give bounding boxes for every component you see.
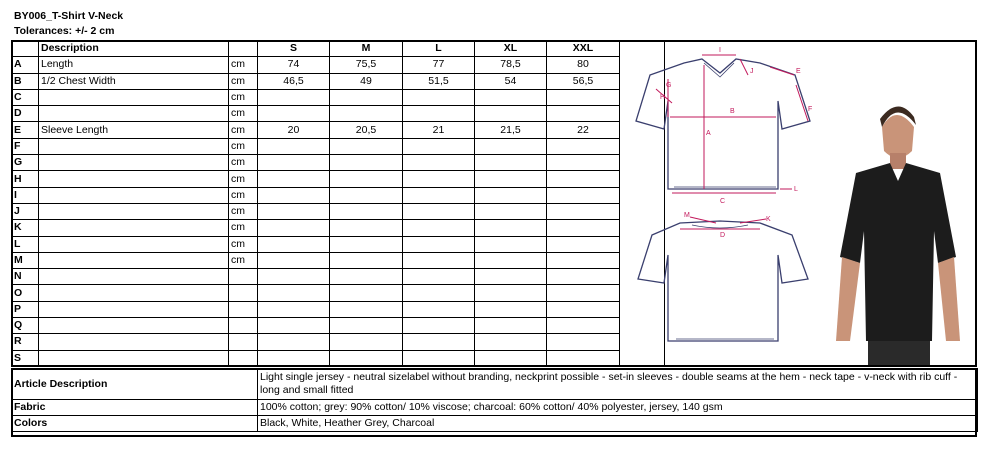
tolerances-note: Tolerances: +/- 2 cm — [14, 25, 115, 37]
measure-value — [475, 301, 547, 317]
description-header: Description — [39, 41, 229, 57]
table-row — [12, 236, 665, 252]
measure-value — [258, 89, 330, 105]
measure-code: R — [12, 334, 39, 350]
measure-unit: cm — [229, 187, 258, 203]
measure-value — [403, 106, 475, 122]
measure-description — [39, 220, 229, 236]
size-header: XL — [475, 41, 547, 57]
measure-code: O — [12, 285, 39, 301]
size-table — [11, 40, 665, 367]
measure-value — [475, 89, 547, 105]
measure-value — [403, 252, 475, 268]
measure-point-label: I — [719, 47, 721, 54]
measure-description — [39, 89, 229, 105]
measure-value — [403, 236, 475, 252]
illustration-panel — [620, 41, 976, 365]
measure-value — [330, 203, 403, 219]
measure-value — [403, 187, 475, 203]
measure-value — [547, 269, 620, 285]
fabric-row — [12, 400, 978, 416]
measure-value — [330, 220, 403, 236]
back-technical-drawing — [638, 221, 808, 341]
measure-code: E — [12, 122, 39, 138]
measure-value — [403, 350, 475, 366]
measure-point-label: C — [720, 198, 726, 205]
measure-point-label: H — [660, 94, 666, 101]
measure-description — [39, 350, 229, 366]
measure-value — [330, 285, 403, 301]
measure-value: 75,5 — [330, 57, 403, 73]
measure-code: P — [12, 301, 39, 317]
measure-value — [258, 285, 330, 301]
measure-value — [330, 252, 403, 268]
measure-value — [475, 236, 547, 252]
measure-value — [258, 203, 330, 219]
measure-value: 51,5 — [403, 73, 475, 89]
measure-unit: cm — [229, 73, 258, 89]
measure-description — [39, 252, 229, 268]
colors-row — [12, 416, 978, 432]
measure-value — [475, 252, 547, 268]
measure-value — [547, 187, 620, 203]
measure-value — [475, 171, 547, 187]
measure-value: 21,5 — [475, 122, 547, 138]
measure-code: F — [12, 138, 39, 154]
measure-value — [403, 334, 475, 350]
measure-value — [330, 334, 403, 350]
table-row — [12, 106, 665, 122]
fabric-label: Fabric — [12, 400, 258, 416]
measure-value — [258, 106, 330, 122]
measure-value — [403, 269, 475, 285]
measure-value — [258, 155, 330, 171]
measure-description — [39, 138, 229, 154]
measure-point-label: D — [720, 232, 726, 239]
measure-value — [547, 171, 620, 187]
measure-value — [258, 138, 330, 154]
measure-value — [258, 350, 330, 366]
measure-value — [547, 301, 620, 317]
measure-point-label: K — [766, 216, 771, 223]
measure-unit: cm — [229, 171, 258, 187]
measure-value — [403, 203, 475, 219]
measure-value — [475, 285, 547, 301]
measure-value — [547, 220, 620, 236]
measure-unit: cm — [229, 252, 258, 268]
measure-value — [403, 318, 475, 334]
measure-code: B — [12, 73, 39, 89]
measure-unit: cm — [229, 220, 258, 236]
measure-unit — [229, 334, 258, 350]
measure-value: 20,5 — [330, 122, 403, 138]
measure-point-label: J — [750, 68, 754, 75]
table-row — [12, 252, 665, 268]
measure-value — [403, 138, 475, 154]
measure-value: 46,5 — [258, 73, 330, 89]
model-photo — [836, 106, 960, 365]
measure-point-label: A — [706, 130, 711, 137]
measure-value — [547, 334, 620, 350]
measure-code: K — [12, 220, 39, 236]
measure-description — [39, 285, 229, 301]
measure-unit: cm — [229, 203, 258, 219]
measure-value — [547, 285, 620, 301]
measure-value — [258, 220, 330, 236]
measure-description — [39, 171, 229, 187]
measure-point-label: M — [684, 212, 690, 219]
measure-description: Sleeve Length — [39, 122, 229, 138]
measure-value — [330, 155, 403, 171]
measure-description — [39, 106, 229, 122]
measure-code: S — [12, 350, 39, 366]
measure-description — [39, 334, 229, 350]
measure-point-label: E — [796, 68, 801, 75]
measure-unit — [229, 269, 258, 285]
table-row — [12, 171, 665, 187]
measure-value — [547, 155, 620, 171]
measure-lines — [656, 55, 808, 193]
colors-text: Black, White, Heather Grey, Charcoal — [258, 416, 978, 432]
measure-value — [547, 106, 620, 122]
measure-unit — [229, 318, 258, 334]
measure-code: L — [12, 236, 39, 252]
code-header — [12, 41, 39, 57]
table-row — [12, 334, 665, 350]
size-header: S — [258, 41, 330, 57]
measure-value — [475, 187, 547, 203]
table-row — [12, 57, 665, 73]
measure-unit: cm — [229, 236, 258, 252]
measure-value — [403, 220, 475, 236]
measure-value — [330, 236, 403, 252]
article-description-text: Light single jersey - neutral sizelabel without branding, neckprint possible - set-in sleeves - double seams at the hem - neck tape - v-neck with rib cuff - long and small fitted — [258, 369, 978, 400]
measure-value — [258, 252, 330, 268]
back-measure-labels — [684, 212, 771, 239]
measure-value: 74 — [258, 57, 330, 73]
measure-value — [330, 301, 403, 317]
measure-code: N — [12, 269, 39, 285]
measure-value — [475, 350, 547, 366]
table-row — [12, 318, 665, 334]
measure-code: D — [12, 106, 39, 122]
size-header: L — [403, 41, 475, 57]
measure-code: M — [12, 252, 39, 268]
measure-value — [330, 106, 403, 122]
article-description-label: Article Description — [12, 369, 258, 400]
measure-point-label: F — [808, 106, 813, 113]
measure-description — [39, 236, 229, 252]
measure-value — [547, 138, 620, 154]
measure-value — [475, 203, 547, 219]
measure-value — [547, 318, 620, 334]
measure-value — [330, 89, 403, 105]
measure-unit — [229, 350, 258, 366]
table-row — [12, 220, 665, 236]
measure-value — [475, 155, 547, 171]
measure-code: H — [12, 171, 39, 187]
measure-value — [258, 236, 330, 252]
table-row — [12, 269, 665, 285]
unit-header — [229, 41, 258, 57]
measure-description: Length — [39, 57, 229, 73]
measure-description — [39, 187, 229, 203]
measure-value — [258, 187, 330, 203]
measure-unit: cm — [229, 155, 258, 171]
measure-value — [330, 269, 403, 285]
measure-value — [330, 318, 403, 334]
measure-value — [475, 138, 547, 154]
measure-value — [258, 269, 330, 285]
measure-code: C — [12, 89, 39, 105]
table-row — [12, 203, 665, 219]
front-technical-drawing — [636, 59, 813, 189]
measure-unit: cm — [229, 89, 258, 105]
measure-description — [39, 203, 229, 219]
measure-description — [39, 301, 229, 317]
measure-value: 22 — [547, 122, 620, 138]
measure-value — [547, 203, 620, 219]
info-table — [11, 368, 978, 432]
measure-value: 21 — [403, 122, 475, 138]
measure-code: G — [12, 155, 39, 171]
measure-unit: cm — [229, 106, 258, 122]
measure-description — [39, 318, 229, 334]
measure-value — [403, 155, 475, 171]
measure-description: 1/2 Chest Width — [39, 73, 229, 89]
measure-value — [330, 187, 403, 203]
measure-value: 80 — [547, 57, 620, 73]
measure-point-label: L — [794, 186, 798, 193]
measure-unit: cm — [229, 57, 258, 73]
fabric-text: 100% cotton; grey: 90% cotton/ 10% viscose; charcoal: 60% cotton/ 40% polyester, jersey, 140 gsm — [258, 400, 978, 416]
size-header: M — [330, 41, 403, 57]
measure-value — [547, 236, 620, 252]
measure-value: 78,5 — [475, 57, 547, 73]
measure-value: 54 — [475, 73, 547, 89]
measure-value — [475, 269, 547, 285]
garment-diagram — [620, 41, 976, 365]
table-row — [12, 301, 665, 317]
measure-value — [403, 285, 475, 301]
colors-label: Colors — [12, 416, 258, 432]
measure-value — [475, 106, 547, 122]
measure-value — [258, 301, 330, 317]
measure-description — [39, 155, 229, 171]
measure-value — [403, 301, 475, 317]
table-row — [12, 350, 665, 366]
measure-unit — [229, 285, 258, 301]
measure-unit: cm — [229, 122, 258, 138]
measure-value — [547, 350, 620, 366]
measure-value — [547, 252, 620, 268]
measure-value — [475, 334, 547, 350]
article-description-row — [12, 369, 978, 400]
table-row — [12, 122, 665, 138]
measure-value — [258, 334, 330, 350]
measure-value — [547, 89, 620, 105]
measure-unit — [229, 301, 258, 317]
measure-description — [39, 269, 229, 285]
table-row — [12, 73, 665, 89]
measure-value: 49 — [330, 73, 403, 89]
measure-code: J — [12, 203, 39, 219]
table-row — [12, 89, 665, 105]
measure-value — [330, 171, 403, 187]
table-row — [12, 187, 665, 203]
front-measure-labels — [660, 47, 812, 205]
document-title: BY006_T-Shirt V-Neck — [14, 10, 124, 22]
measure-value — [475, 318, 547, 334]
measure-code: A — [12, 57, 39, 73]
measure-unit: cm — [229, 138, 258, 154]
measure-value — [330, 138, 403, 154]
table-row — [12, 138, 665, 154]
measure-value: 56,5 — [547, 73, 620, 89]
measure-value — [475, 220, 547, 236]
size-header: XXL — [547, 41, 620, 57]
measure-value — [258, 318, 330, 334]
measure-value — [403, 89, 475, 105]
measure-value — [403, 171, 475, 187]
measure-point-label: G — [666, 82, 672, 89]
measure-value: 20 — [258, 122, 330, 138]
table-row — [12, 285, 665, 301]
table-row — [12, 155, 665, 171]
measure-code: Q — [12, 318, 39, 334]
measure-code: I — [12, 187, 39, 203]
measure-value — [330, 350, 403, 366]
size-header-row — [12, 41, 665, 57]
measure-point-label: B — [730, 108, 735, 115]
measure-value: 77 — [403, 57, 475, 73]
measure-value — [258, 171, 330, 187]
